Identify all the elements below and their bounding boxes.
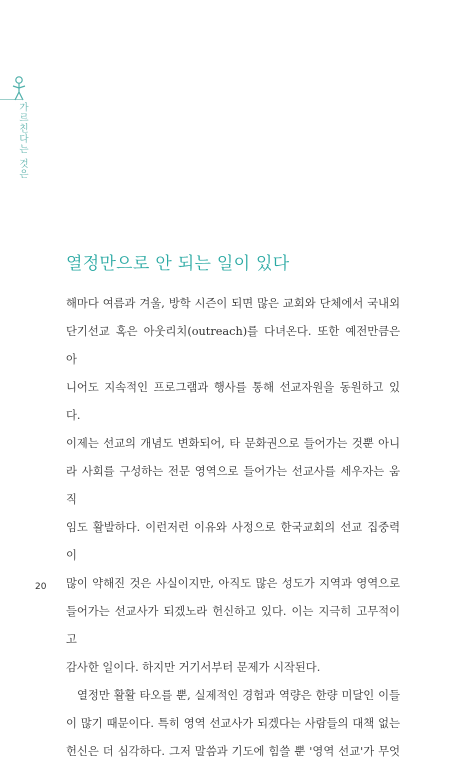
text-line: 이제는 선교의 개념도 변화되어, 타 문화권으로 들어가는 것뿐 아니	[66, 437, 400, 450]
page-number: 20	[35, 582, 47, 592]
text-line: 이 많기 때문이다. 특히 영역 선교사가 되겠다는 사람들의 대책 없는	[66, 717, 400, 730]
text-line: 열정만 활활 타오를 뿐, 실제적인 경험과 역량은 한량 미달인 이들	[77, 689, 400, 702]
text-line: 단기선교 혹은 아웃리치(outreach)를 다녀온다. 또한 예전만큼은 아	[66, 325, 400, 366]
section-title: 가르친다는 것은	[17, 102, 28, 180]
body-text	[66, 290, 400, 766]
text-line: 들어가는 선교사가 되겠노라 헌신하고 있다. 이는 지극히 고무적이고	[66, 605, 400, 646]
text-line: 임도 활발하다. 이런저런 이유와 사정으로 한국교회의 선교 집중력이	[66, 521, 400, 562]
text-line: 많이 약해진 것은 사실이지만, 아직도 많은 성도가 지역과 영역으로	[66, 577, 400, 590]
text-line: 헌신은 더 심각하다. 그저 말씀과 기도에 힘쓸 뿐 '영역 선교'가 무엇	[66, 745, 400, 758]
text-line: 니어도 지속적인 프로그램과 행사를 통해 선교자원을 동원하고 있다.	[66, 381, 400, 422]
text-line: 감사한 일이다. 하지만 거기서부터 문제가 시작된다.	[66, 661, 321, 674]
text-line: 해마다 여름과 겨울, 방학 시즌이 되면 많은 교회와 단체에서 국내외	[66, 297, 400, 310]
text-line: 라 사회를 구성하는 전문 영역으로 들어가는 선교사를 세우자는 움직	[66, 465, 400, 506]
figure-logo-icon	[6, 74, 32, 102]
chapter-heading: 열정만으로 안 되는 일이 있다	[66, 254, 290, 274]
